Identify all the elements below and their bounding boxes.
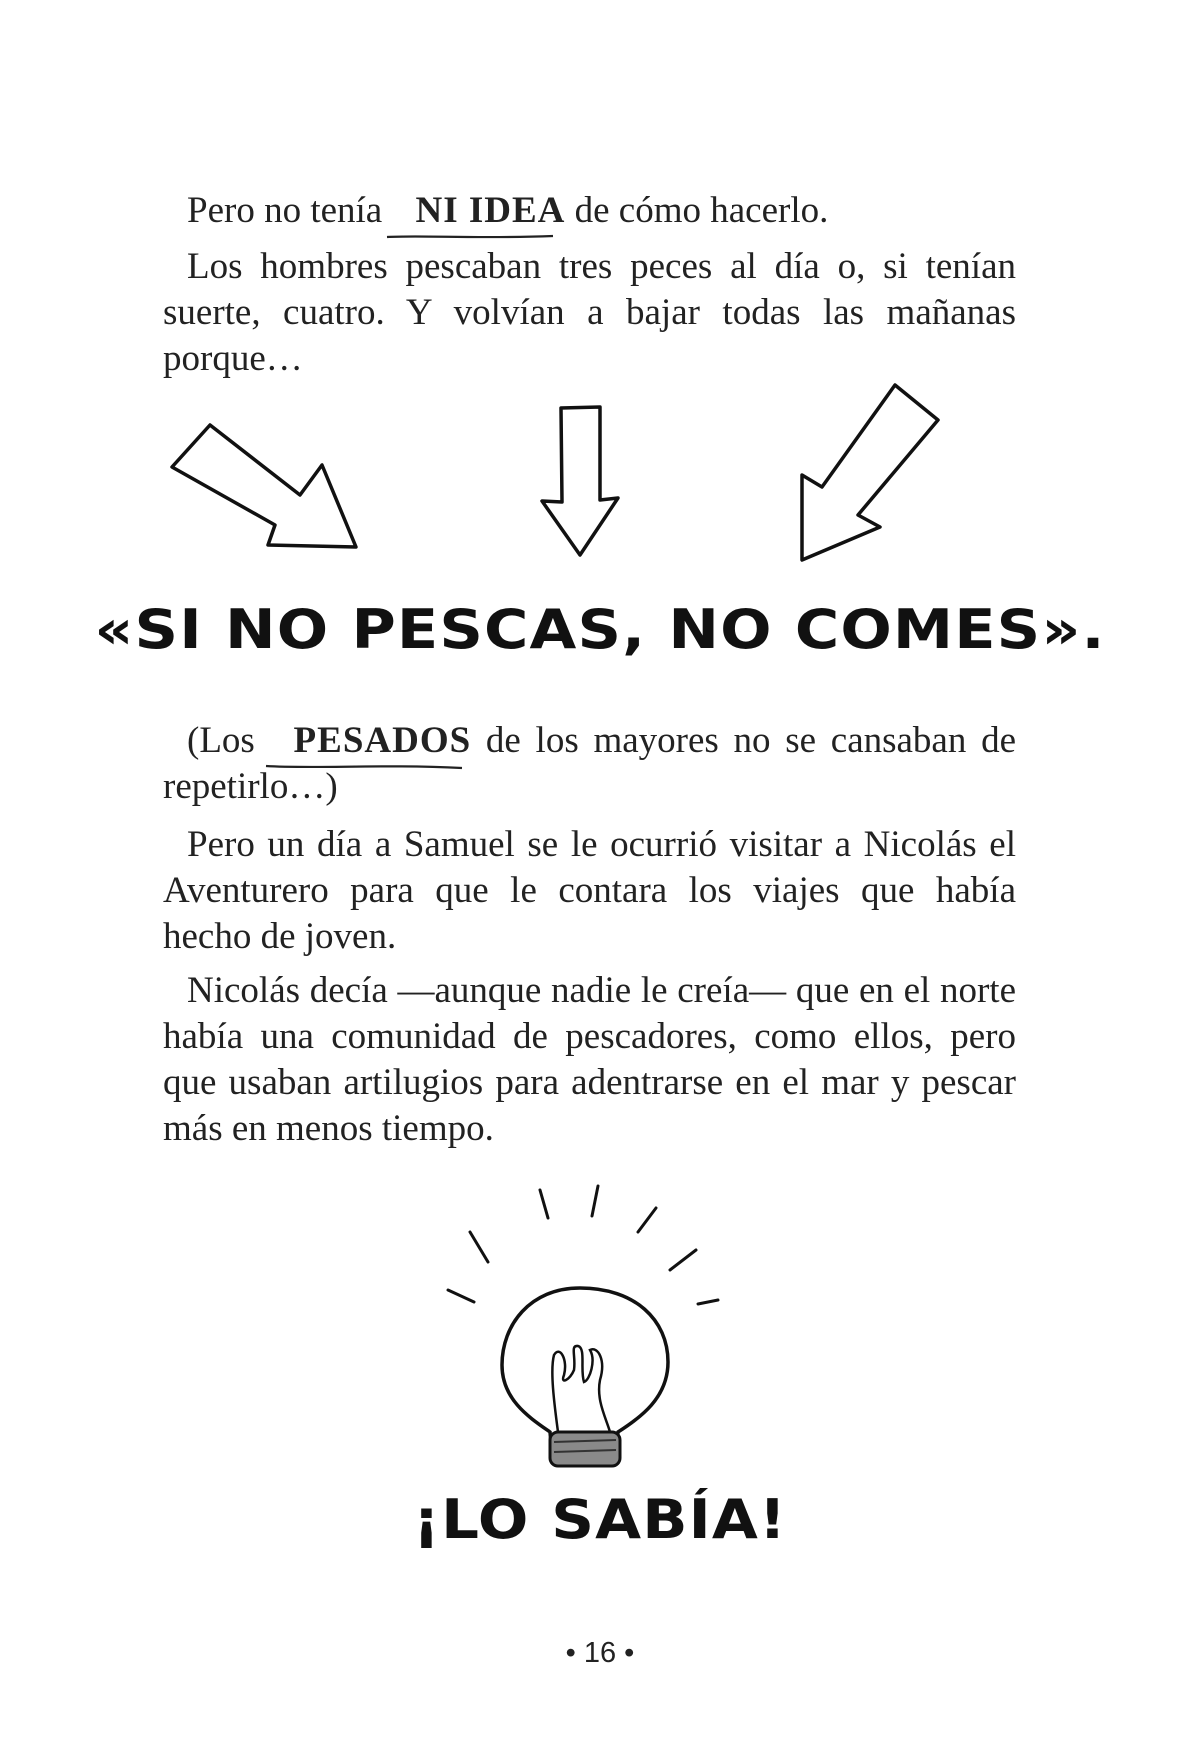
saying-heading: «SI NO PESCAS, NO COMES».: [94, 598, 1106, 661]
paragraph-5: Nicolás decía —aunque nadie le creía— que en el norte había una comunidad de pescadores, como ellos, pero que usaban artilugios para adentrarse en el mar y pescar más en menos tiempo.: [163, 970, 1016, 1149]
lightbulb-icon: [430, 1170, 750, 1470]
realization-heading: ¡LO SABÍA!: [412, 1488, 788, 1551]
paragraph-4: Pero un día a Samuel se le ocurrió visitar a Nicolás el Aventurero para que le contara los viajes que había hecho de joven.: [163, 824, 1016, 957]
emphasis-pesados-text: PESADOS: [293, 720, 472, 761]
emphasis-ni-idea: [391, 188, 565, 234]
arrows-illustration: [0, 375, 1200, 575]
arrow-down-right-icon: [172, 425, 356, 547]
emphasis-pesados: [270, 718, 472, 764]
paragraph-1-lead: Pero no tenía: [187, 190, 392, 231]
paragraph-3: [163, 718, 1016, 810]
underline-scribble: [264, 762, 464, 772]
arrow-down-left-icon: [802, 385, 938, 560]
paragraph-3-lead: (Los: [187, 720, 270, 761]
paragraph-1: [163, 188, 1016, 234]
emphasis-ni-idea-text: NI IDEA: [415, 190, 566, 231]
underline-scribble: [385, 232, 555, 242]
paragraph-2: Los hombres pescaban tres peces al día o, si tenían suerte, cuatro. Y volvían a bajar todas las mañanas porque…: [163, 246, 1016, 379]
paragraph-3-tail: de los mayores no se cansaban de repetirlo…): [163, 720, 1016, 807]
page-number: • 16 •: [565, 1637, 635, 1669]
paragraph-1-tail: de cómo hacerlo.: [565, 190, 829, 231]
arrow-down-icon: [542, 407, 618, 555]
